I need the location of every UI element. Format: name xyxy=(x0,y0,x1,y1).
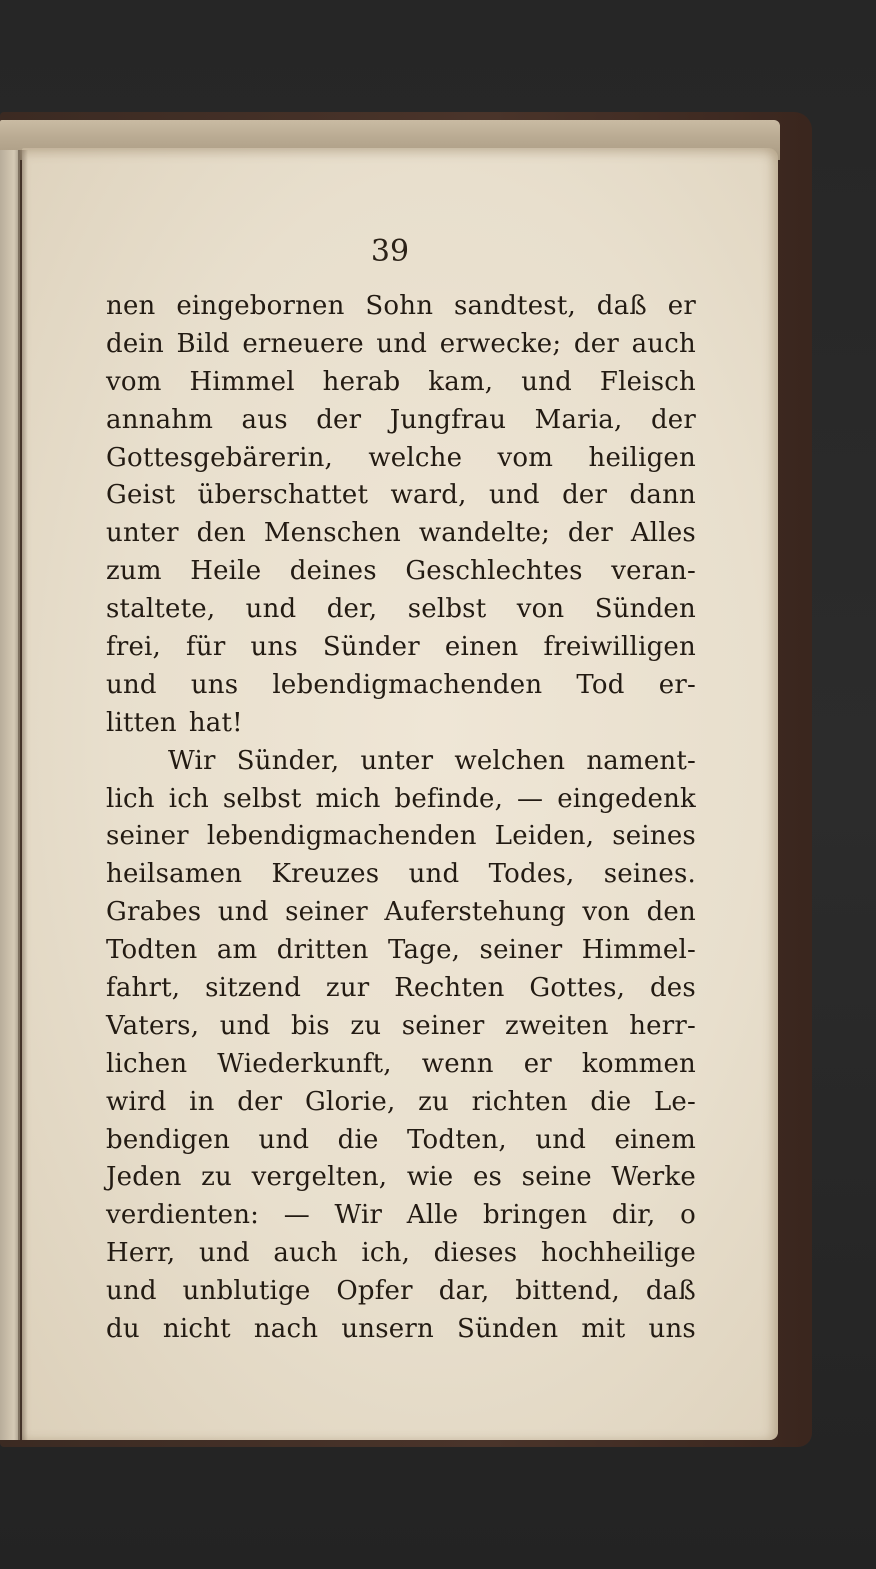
word: und xyxy=(217,897,269,928)
text-line xyxy=(106,591,696,629)
word: richten xyxy=(471,1086,568,1117)
word: und xyxy=(408,859,460,890)
word: zum xyxy=(106,556,162,587)
word: unter xyxy=(106,518,179,549)
word: daß xyxy=(596,291,647,321)
word: der xyxy=(237,1086,283,1117)
word: Himmel- xyxy=(581,935,696,966)
word: unblutige xyxy=(182,1276,311,1307)
word: du xyxy=(106,1314,140,1345)
text-line xyxy=(106,1273,696,1311)
word: frei, xyxy=(106,632,162,663)
word: der, xyxy=(326,594,378,625)
word: seiner xyxy=(285,897,368,928)
word: und xyxy=(258,1124,310,1155)
word: mit xyxy=(581,1314,626,1345)
word: uns xyxy=(648,1314,696,1345)
word: von xyxy=(516,594,565,625)
word: dann xyxy=(629,480,696,511)
word: für xyxy=(186,632,226,663)
word: Glorie, xyxy=(304,1086,396,1117)
word: Himmel xyxy=(189,366,295,397)
word: wenn xyxy=(421,1048,494,1079)
word: welchen xyxy=(454,745,566,776)
word: der xyxy=(562,480,608,511)
word: kommen xyxy=(581,1048,696,1079)
word: mich xyxy=(315,783,381,814)
word: seiner xyxy=(401,1010,485,1041)
text-line xyxy=(106,1159,696,1197)
word: und xyxy=(106,669,157,700)
word: und xyxy=(198,1238,250,1269)
word: uns xyxy=(190,669,239,700)
word: seiner xyxy=(479,935,563,966)
word: vom xyxy=(497,442,554,473)
text-line xyxy=(106,477,696,515)
word: sitzend xyxy=(205,973,302,1004)
text-line xyxy=(106,1046,696,1084)
word: Geschlechtes xyxy=(405,556,583,587)
word: der xyxy=(567,518,613,549)
word: Todten xyxy=(106,935,198,966)
word: zu xyxy=(201,1162,232,1193)
word: lebendigmachenden xyxy=(272,669,543,700)
text-line xyxy=(106,1197,696,1235)
text-line xyxy=(106,326,696,364)
word: unsern xyxy=(341,1314,434,1345)
word: bendigen xyxy=(106,1124,231,1155)
word: des xyxy=(649,973,696,1004)
word: o xyxy=(680,1200,696,1231)
word: erwecke; xyxy=(439,328,562,359)
word: Tage, xyxy=(388,935,461,966)
word: und xyxy=(106,1276,157,1307)
word: seines xyxy=(612,821,696,852)
word: selbst xyxy=(407,594,487,625)
word: zu xyxy=(418,1086,449,1117)
word: Leiden, xyxy=(494,821,595,852)
word: Grabes xyxy=(106,897,202,928)
page-text xyxy=(106,288,696,1349)
word: Auferstehung xyxy=(384,897,566,928)
word: es xyxy=(472,1162,503,1193)
gutter-shadow xyxy=(18,150,28,1440)
text-line xyxy=(106,705,696,743)
word: auch xyxy=(273,1238,338,1269)
text-line xyxy=(106,894,696,932)
word: Vaters, xyxy=(106,1010,200,1041)
text-line xyxy=(106,440,696,478)
word: der xyxy=(316,404,362,435)
word: Wir xyxy=(334,1200,383,1231)
word: vom xyxy=(106,366,162,397)
word: freiwilligen xyxy=(543,632,696,663)
facing-page-edge xyxy=(0,150,20,1440)
word: veran- xyxy=(611,556,696,587)
word: seine xyxy=(521,1162,592,1193)
word: — xyxy=(283,1200,310,1231)
word: Wiederkunft, xyxy=(217,1048,392,1079)
word: lichen xyxy=(106,1048,188,1079)
word: einen xyxy=(444,632,519,663)
word: litten xyxy=(106,707,177,738)
word: wird xyxy=(106,1086,167,1117)
word: lebendigmachenden xyxy=(206,821,477,852)
word: Tod xyxy=(576,669,625,700)
page-number: 39 xyxy=(370,234,410,269)
word: annahm xyxy=(106,404,214,435)
word: in xyxy=(189,1086,215,1117)
word: hochheilige xyxy=(540,1238,696,1269)
word: dieses xyxy=(433,1238,518,1269)
word: Sünden xyxy=(594,594,696,625)
word: nach xyxy=(253,1314,319,1345)
word: Todten, xyxy=(407,1124,507,1155)
word: zur xyxy=(325,973,370,1004)
text-line xyxy=(106,856,696,894)
word: und xyxy=(376,328,428,359)
word: dritten xyxy=(276,935,369,966)
word: verdienten: xyxy=(106,1200,260,1231)
word: dir, xyxy=(611,1200,656,1231)
text-line xyxy=(106,1008,696,1046)
word: Sünder xyxy=(322,632,420,663)
word: eingedenk xyxy=(557,783,696,814)
word: hat! xyxy=(188,707,243,738)
word: Heile xyxy=(190,556,262,587)
text-line xyxy=(106,932,696,970)
word: — xyxy=(517,783,544,814)
word: den xyxy=(646,897,696,928)
word: Alles xyxy=(630,518,696,549)
word: nen xyxy=(106,291,156,321)
word: Opfer xyxy=(336,1276,413,1307)
word: Rechten xyxy=(394,973,505,1004)
word: seiner xyxy=(106,821,189,852)
word: ward, xyxy=(390,480,467,511)
word: Sohn xyxy=(365,291,434,321)
word: am xyxy=(216,935,258,966)
word: Sünden xyxy=(457,1314,559,1345)
word: selbst xyxy=(222,783,302,814)
word: ich xyxy=(168,783,209,814)
word: Gottesgebärerin, xyxy=(106,442,333,473)
word: herr- xyxy=(629,1010,696,1041)
text-line xyxy=(106,1122,696,1160)
word: sandtest, xyxy=(454,291,576,321)
word: Fleisch xyxy=(599,366,696,397)
word: uns xyxy=(250,632,298,663)
word: und xyxy=(535,1124,587,1155)
text-line xyxy=(106,288,696,326)
word: Jeden xyxy=(106,1162,182,1193)
word: staltete, xyxy=(106,594,216,625)
word: Maria, xyxy=(534,404,623,435)
text-line xyxy=(106,781,696,819)
word: zu xyxy=(350,1010,382,1041)
word: wie xyxy=(406,1162,454,1193)
word: lich xyxy=(106,783,155,814)
word: erneuere xyxy=(242,328,364,359)
word: und xyxy=(219,1010,271,1041)
word: Alle xyxy=(406,1200,459,1231)
word: heilsamen xyxy=(106,859,243,890)
word: Todes, xyxy=(488,859,575,890)
word: vergelten, xyxy=(251,1162,388,1193)
word: nament- xyxy=(586,745,696,776)
word: Sünder, xyxy=(236,745,340,776)
word: kam, xyxy=(428,366,494,397)
word: und xyxy=(521,366,572,397)
word: befinde, xyxy=(394,783,504,814)
book-page xyxy=(22,148,778,1440)
word: auch xyxy=(631,328,696,359)
word: herab xyxy=(322,366,401,397)
word: er- xyxy=(658,669,696,700)
word: Le- xyxy=(653,1086,696,1117)
word: Gottes, xyxy=(529,973,626,1004)
word: welche xyxy=(368,442,463,473)
text-line xyxy=(106,667,696,705)
word: bittend, xyxy=(515,1276,620,1307)
word: Menschen xyxy=(263,518,401,549)
text-line xyxy=(106,970,696,1008)
word: nicht xyxy=(162,1314,231,1345)
word: bis xyxy=(290,1010,330,1041)
word: den xyxy=(196,518,246,549)
word: die xyxy=(337,1124,379,1155)
word: unter xyxy=(360,745,434,776)
text-line xyxy=(106,364,696,402)
word: Werke xyxy=(611,1162,696,1193)
word: dein xyxy=(106,328,164,359)
word: zweiten xyxy=(505,1010,609,1041)
word: wandelte; xyxy=(418,518,551,549)
word: der xyxy=(650,404,696,435)
text-line xyxy=(106,1235,696,1273)
word: bringen xyxy=(482,1200,588,1231)
text-line xyxy=(106,553,696,591)
text-line xyxy=(106,818,696,856)
word: die xyxy=(590,1086,632,1117)
word: Jungfrau xyxy=(389,404,507,435)
text-line xyxy=(106,402,696,440)
word: heiligen xyxy=(588,442,696,473)
word: Wir xyxy=(168,745,216,776)
word: er xyxy=(523,1048,552,1079)
word: einem xyxy=(614,1124,696,1155)
word: Herr, xyxy=(106,1238,176,1269)
word: Geist xyxy=(106,480,176,511)
word: seines. xyxy=(603,859,696,890)
word: Kreuzes xyxy=(271,859,380,890)
word: aus xyxy=(241,404,288,435)
word: der xyxy=(573,328,619,359)
text-line xyxy=(106,1311,696,1349)
text-line xyxy=(106,515,696,553)
word: und xyxy=(488,480,540,511)
word: von xyxy=(582,897,631,928)
word: und xyxy=(245,594,297,625)
word: fahrt, xyxy=(106,973,181,1004)
text-line xyxy=(106,629,696,667)
word: eingebornen xyxy=(176,291,345,321)
word: dar, xyxy=(438,1276,490,1307)
word: ich, xyxy=(361,1238,411,1269)
word: er xyxy=(667,291,696,321)
text-line xyxy=(106,1084,696,1122)
word: Bild xyxy=(176,328,230,359)
text-line xyxy=(106,743,696,781)
word: überschattet xyxy=(197,480,369,511)
word: daß xyxy=(645,1276,696,1307)
word: deines xyxy=(289,556,377,587)
